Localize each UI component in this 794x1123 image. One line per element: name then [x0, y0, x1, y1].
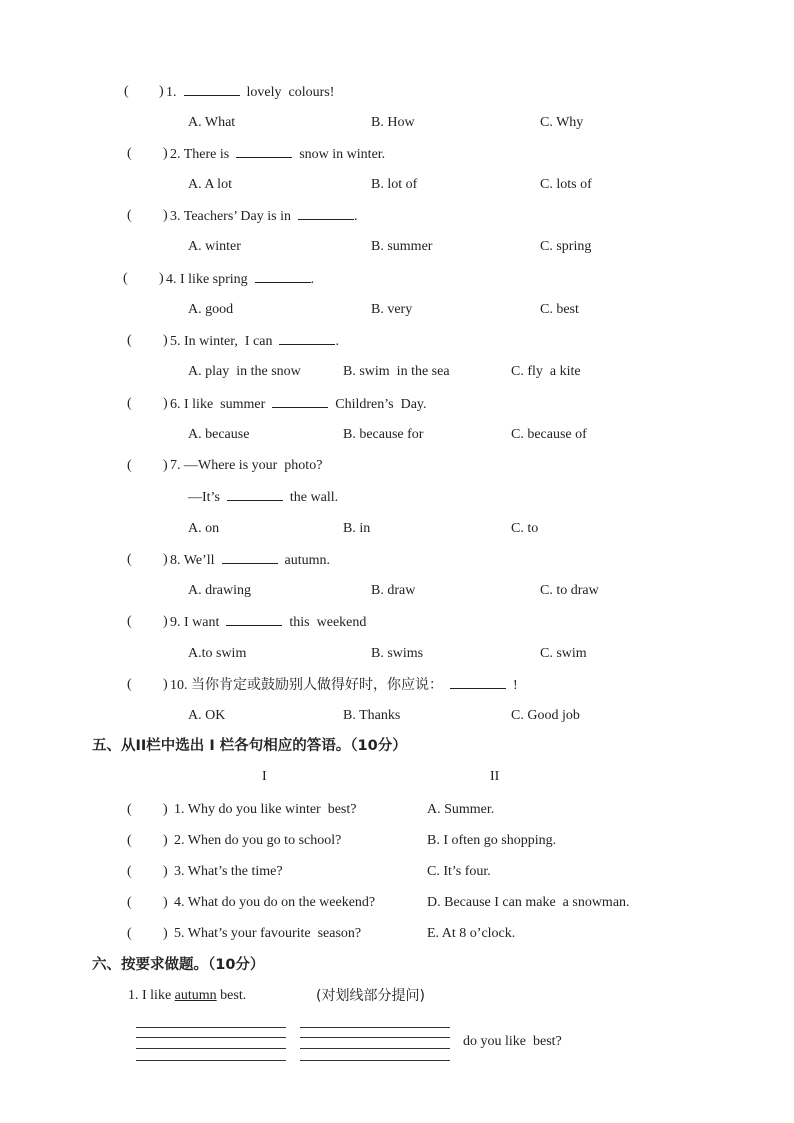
matching-answer: C. It’s four. [427, 864, 491, 879]
paren-open: ( [127, 458, 132, 473]
option-c[interactable]: C. to draw [540, 583, 599, 598]
option-b[interactable]: B. draw [371, 583, 416, 598]
option-b[interactable]: B. because for [343, 427, 424, 442]
answer-slot[interactable] [133, 145, 163, 163]
option-a[interactable]: A. on [188, 521, 220, 536]
paren-open: ( [127, 396, 132, 411]
option-c[interactable]: C. Good job [511, 708, 580, 723]
answer-slot[interactable] [133, 332, 163, 350]
question-tail: . [353, 209, 358, 224]
rewrite-question [128, 987, 246, 1005]
question-stem: —Where is your photo? [184, 458, 323, 473]
paren-close: ) [163, 864, 168, 879]
paren-close: ) [163, 614, 168, 629]
question-stem: Teachers’ Day is in [183, 209, 291, 224]
question-number: 4. [174, 895, 185, 910]
question-text [166, 270, 314, 289]
question-tail-text: do you like best? [463, 1034, 562, 1049]
paren-open: ( [123, 271, 128, 286]
paren-open: ( [127, 146, 132, 161]
matching-question [174, 894, 375, 912]
answer-slot[interactable] [129, 270, 159, 288]
matching-question [174, 832, 341, 850]
paren-close: ) [163, 458, 168, 473]
answer-slot[interactable] [133, 551, 163, 569]
matching-answer: E. At 8 o’clock. [427, 926, 516, 941]
answer-blank[interactable] [279, 332, 335, 345]
matching-question [174, 801, 357, 819]
question-tail: . [335, 334, 339, 349]
paren-open: ( [127, 677, 132, 692]
option-b[interactable]: B. in [343, 521, 371, 536]
question-number: 6. [170, 397, 181, 412]
question-text [170, 207, 357, 226]
question-number: 8. [170, 553, 181, 568]
answer-line[interactable] [136, 1037, 286, 1038]
answer-line[interactable] [300, 1037, 450, 1038]
question-number: 3. [170, 209, 181, 224]
paren-close: ) [163, 552, 168, 567]
question-stem: I like summer [184, 397, 266, 412]
question-number: 1. [166, 85, 177, 100]
option-a[interactable]: A. because [188, 427, 250, 442]
question-number: 5. [170, 334, 181, 349]
question-tail: this weekend [289, 615, 367, 630]
answer-slot[interactable] [133, 894, 163, 912]
option-c[interactable]: C. Why [540, 115, 584, 130]
paren-close: ) [163, 802, 168, 817]
section-6-title: 六、按要求做题。（10分） [92, 957, 265, 973]
matching-answer: D. Because I can make a snowman. [427, 895, 630, 910]
paren-close: ) [163, 833, 168, 848]
question-number: 9. [170, 615, 181, 630]
question-line-2 [188, 488, 338, 507]
underlined-word: autumn [174, 988, 217, 1003]
paren-close: ) [159, 271, 164, 286]
option-b[interactable]: B. swims [371, 646, 424, 661]
option-c[interactable]: C. to [511, 521, 539, 536]
answer-line[interactable] [136, 1060, 286, 1061]
option-b[interactable]: B. Thanks [343, 708, 401, 723]
option-c[interactable]: C. lots of [540, 177, 592, 192]
answer-blank[interactable] [226, 613, 282, 626]
answer-line[interactable] [300, 1048, 450, 1049]
answer-line[interactable] [300, 1060, 450, 1061]
question-number: 4. [166, 272, 177, 287]
question-stem-2: —It’s [188, 490, 220, 505]
section-5-title: 五、从II栏中选出 I 栏各句相应的答语。（10分） [92, 738, 407, 754]
answer-blank[interactable] [450, 676, 506, 689]
option-c[interactable]: C. because of [511, 427, 587, 442]
paren-open: ( [124, 84, 129, 99]
answer-slot[interactable] [133, 676, 163, 694]
paren-open: ( [127, 333, 132, 348]
option-a[interactable]: A.to swim [188, 646, 247, 661]
paren-open: ( [127, 614, 132, 629]
answer-slot[interactable] [133, 863, 163, 881]
option-c[interactable]: C. best [540, 302, 579, 317]
paren-close: ) [163, 677, 168, 692]
paren-close: ) [163, 333, 168, 348]
option-b[interactable]: B. very [371, 302, 413, 317]
question-stem: In winter, I can [184, 334, 273, 349]
question-text: What’s the time? [187, 864, 283, 879]
option-a[interactable]: A. A lot [188, 177, 232, 192]
question-text [170, 395, 427, 414]
paren-close: ) [163, 208, 168, 223]
paren-close: ) [163, 895, 168, 910]
option-a[interactable]: A. winter [188, 239, 241, 254]
paren-open: ( [127, 802, 132, 817]
answer-slot[interactable] [133, 801, 163, 819]
question-tail: ! [513, 678, 518, 693]
answer-blank[interactable] [236, 145, 292, 158]
answer-slot[interactable] [130, 83, 159, 101]
answer-slot[interactable] [133, 832, 163, 850]
question-number: 2. [170, 147, 181, 162]
question-number: 5. [174, 926, 185, 941]
question-number: 10. [170, 678, 188, 693]
question-text: What’s your favourite season? [187, 926, 362, 941]
question-stem: There is [183, 147, 230, 162]
option-b[interactable]: B. lot of [371, 177, 418, 192]
question-text [166, 83, 334, 102]
question-stem: I want [184, 615, 220, 630]
paren-open: ( [127, 208, 132, 223]
answer-slot[interactable] [133, 613, 163, 631]
question-stem: I like [142, 988, 172, 1003]
option-a[interactable]: A. drawing [188, 583, 251, 598]
instruction-text: (对划线部分提问) [316, 988, 425, 1004]
question-tail: lovely colours! [246, 85, 335, 100]
paren-open: ( [127, 926, 132, 941]
question-text [170, 613, 366, 632]
option-a[interactable]: A. good [188, 302, 234, 317]
question-tail: Children’s Day. [335, 397, 427, 412]
answer-blank[interactable] [255, 270, 311, 283]
option-c[interactable]: C. fly a kite [511, 364, 581, 379]
question-stem: I like spring [180, 272, 248, 287]
matching-answer: B. I often go shopping. [427, 833, 557, 848]
paren-close: ) [163, 396, 168, 411]
question-tail: snow in winter. [299, 147, 386, 162]
option-b[interactable]: B. How [371, 115, 415, 130]
question-number: 1. [128, 988, 139, 1003]
matching-question [174, 925, 361, 943]
option-b[interactable]: B. summer [371, 239, 433, 254]
question-text: When do you go to school? [187, 833, 342, 848]
answer-slot[interactable] [133, 925, 163, 943]
option-a[interactable]: A. play in the snow [188, 364, 301, 379]
paren-open: ( [127, 552, 132, 567]
paren-open: ( [127, 833, 132, 848]
option-a[interactable]: A. What [188, 115, 236, 130]
answer-line[interactable] [136, 1048, 286, 1049]
answer-blank[interactable] [222, 551, 278, 564]
question-text: Why do you like winter best? [187, 802, 357, 817]
paren-close: ) [163, 926, 168, 941]
question-stem: 当你肯定或鼓励别人做得好时，你应说： [191, 677, 443, 693]
answer-blank[interactable] [227, 488, 283, 501]
column-ii-header: II [490, 769, 500, 784]
matching-question [174, 863, 283, 881]
question-text [170, 332, 339, 351]
question-text [170, 145, 385, 164]
question-tail: . [310, 272, 315, 287]
paren-close: ) [163, 146, 168, 161]
option-a[interactable]: A. OK [188, 708, 226, 723]
paren-open: ( [127, 895, 132, 910]
question-tail-2: the wall. [289, 490, 339, 505]
question-number: 2. [174, 833, 185, 848]
paren-close: ) [159, 84, 164, 99]
answer-slot[interactable] [133, 207, 163, 225]
question-text [170, 457, 329, 475]
question-text: What do you do on the weekend? [187, 895, 376, 910]
answer-blank[interactable] [298, 207, 354, 220]
answer-line[interactable] [300, 1027, 450, 1028]
column-i-header: I [262, 769, 267, 784]
answer-blank[interactable] [272, 395, 328, 408]
answer-line[interactable] [136, 1027, 286, 1028]
question-number: 1. [174, 802, 185, 817]
matching-answer: A. Summer. [427, 802, 495, 817]
question-tail: best. [220, 988, 247, 1003]
answer-slot[interactable] [133, 395, 163, 413]
option-b[interactable]: B. swim in the sea [343, 364, 450, 379]
question-stem: We’ll [183, 553, 215, 568]
answer-blank[interactable] [184, 83, 240, 96]
question-number: 7. [170, 458, 181, 473]
question-tail: autumn. [284, 553, 330, 568]
answer-slot[interactable] [133, 457, 163, 475]
option-c[interactable]: C. swim [540, 646, 587, 661]
option-c[interactable]: C. spring [540, 239, 592, 254]
question-text [170, 676, 518, 695]
paren-open: ( [127, 864, 132, 879]
question-text [170, 551, 330, 570]
question-number: 3. [174, 864, 185, 879]
